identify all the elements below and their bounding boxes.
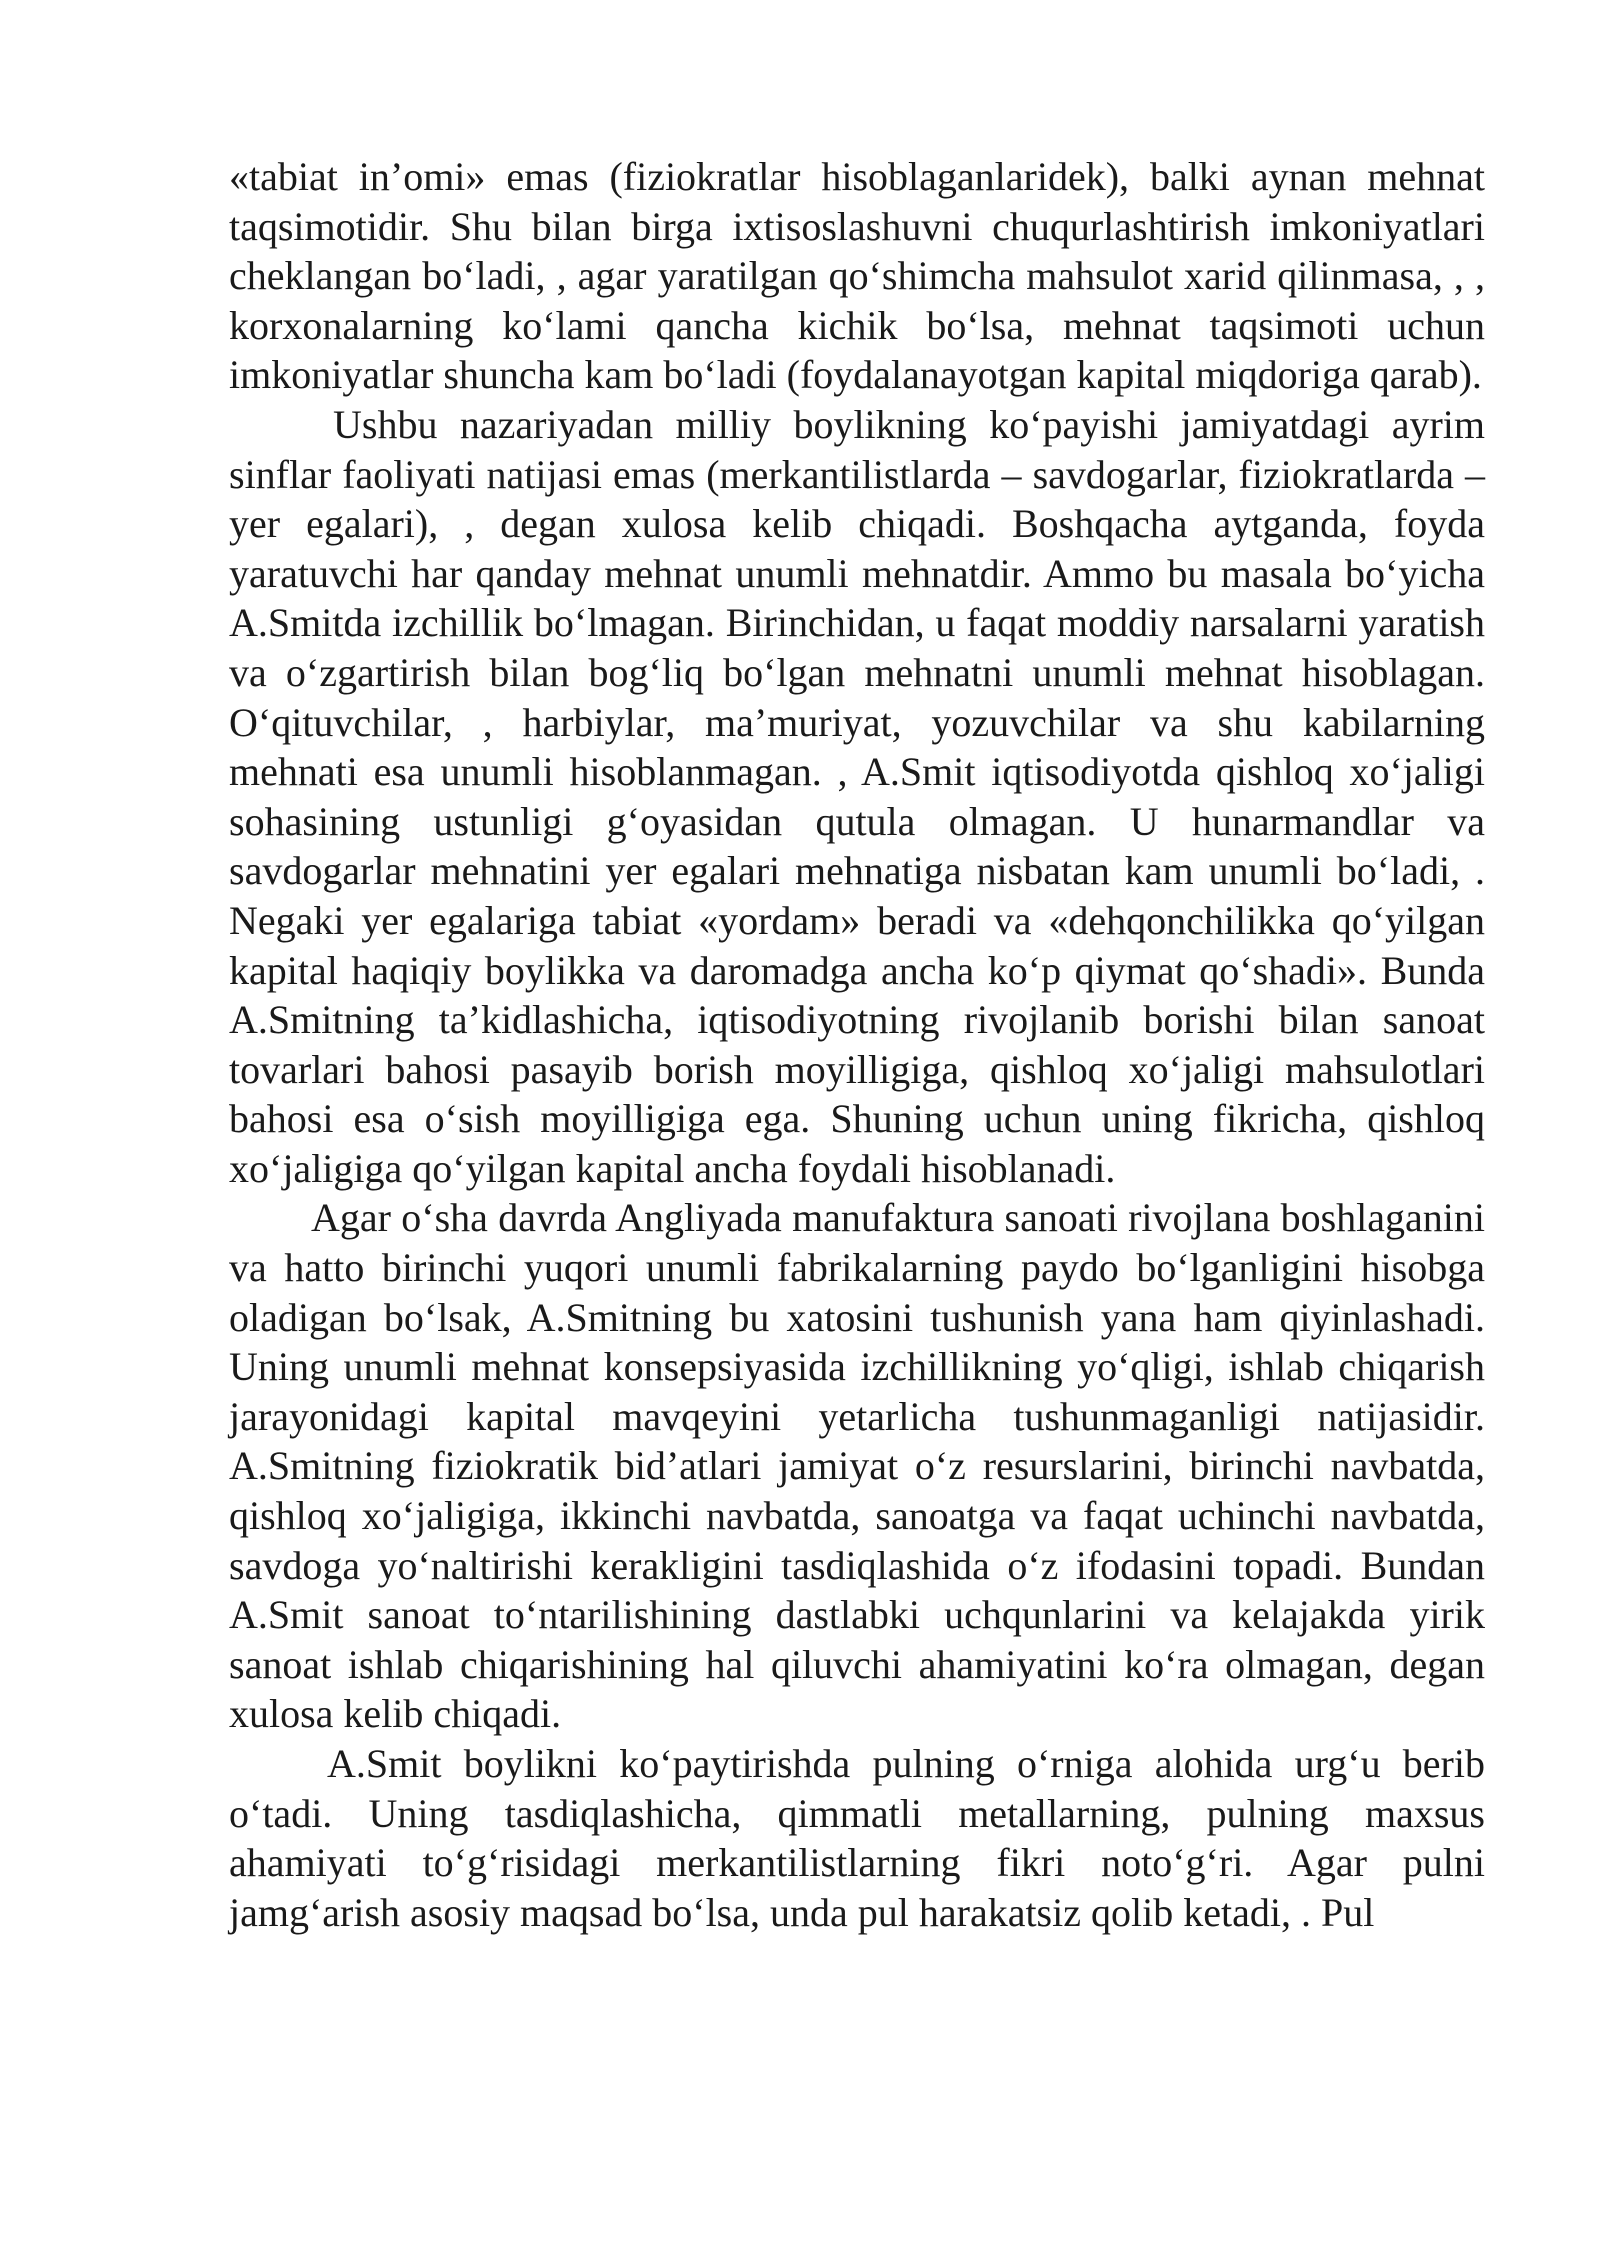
paragraph-2: Ushbu nazariyadan milliy boylikning ko‘payishi jamiyatdagi ayrim sinflar faoliyati natijasi emas (merkantilistlarda – savdogarlar, fiziokratlarda – yer egalari), , degan xulosa kelib chiqadi. Boshqacha aytganda, foyda yaratuvchi har qanday mehnat unumli mehnatdir. Ammo bu masala bo‘yicha A.Smitda izchillik bo‘lmagan. Birinchidan, u faqat moddiy narsalarni yaratish va o‘zgartirish bilan bog‘liq bo‘lgan mehnatni unumli mehnat hisoblagan. O‘qituvchilar, , harbiylar, ma’muriyat, yozuvchilar va shu kabilarning mehnati esa unumli hisoblanmagan. , A.Smit iqtisodiyotda qishloq xo‘jaligi sohasining ustunligi g‘oyasidan qutula olmagan. U hunarmandlar va savdogarlar mehnatini yer egalari mehnatiga nisbatan kam unumli bo‘ladi, . Negaki yer egalariga tabiat «yordam» beradi va «dehqonchilikka qo‘yilgan kapital haqiqiy boylikka va daromadga ancha ko‘p qiymat qo‘shadi». Bunda A.Smitning ta’kidlashicha, iqtisodiyotning rivojlanib borishi bilan sanoat tovarlari bahosi pasayib borish moyilligiga, qishloq xo‘jaligi mahsulotlari bahosi esa o‘sish moyilligiga ega. Shuning uchun uning fikricha, qishloq xo‘jaligiga qo‘yilgan kapital ancha foydali hisoblanadi. bbox=[229, 401, 1485, 1191]
body-text bbox=[229, 152, 1485, 1937]
paragraph-4: A.Smit boylikni ko‘paytirishda pulning o‘rniga alohida urg‘u berib o‘tadi. Uning tasdiqlashicha, qimmatli metallarning, pulning maxsus ahamiyati to‘g‘risidagi merkantilistlarning fikri noto‘g‘ri. Agar pulni jamg‘arish asosiy maqsad bo‘lsa, unda pul harakatsiz qolib ketadi, . Pul bbox=[229, 1741, 1485, 1935]
paragraph-1: «tabiat in’omi» emas (fiziokratlar hisoblaganlaridek), balki aynan mehnat taqsimotidir. Shu bilan birga ixtisoslashuvni chuqurlashtirish imkoniyatlari cheklangan bo‘ladi, , agar yaratilgan qo‘shimcha mahsulot xarid qilinmasa, , , korxonalarning ko‘lami qancha kichik bo‘lsa, mehnat taqsimoti uchun imkoniyatlar shuncha kam bo‘ladi (foydalanayotgan kapital miqdoriga qarab). bbox=[229, 154, 1485, 398]
paragraph-3: Agar o‘sha davrda Angliyada manufaktura sanoati rivojlana boshlaganini va hatto birinchi yuqori unumli fabrikalarning paydo bo‘lganligini hisobga oladigan bo‘lsak, A.Smitning bu xatosini tushunish yana ham qiyinlashadi. Uning unumli mehnat konsepsiyasida izchillikning yo‘qligi, ishlab chiqarish jarayonidagi kapital mavqeyini yetarlicha tushunmaganligi natijasidir. A.Smitning fiziokratik bid’atlari jamiyat o‘z resurslarini, birinchi navbatda, qishloq xo‘jaligiga, ikkinchi navbatda, sanoatga va faqat uchinchi navbatda, savdoga yo‘naltirishi kerakligini tasdiqlashida o‘z ifodasini topadi. Bundan A.Smit sanoat to‘ntarilishining dastlabki uchqunlarini va kelajakda yirik sanoat ishlab chiqarishining hal qiluvchi ahamiyatini ko‘ra olmagan, degan xulosa kelib chiqadi. bbox=[229, 1195, 1485, 1737]
